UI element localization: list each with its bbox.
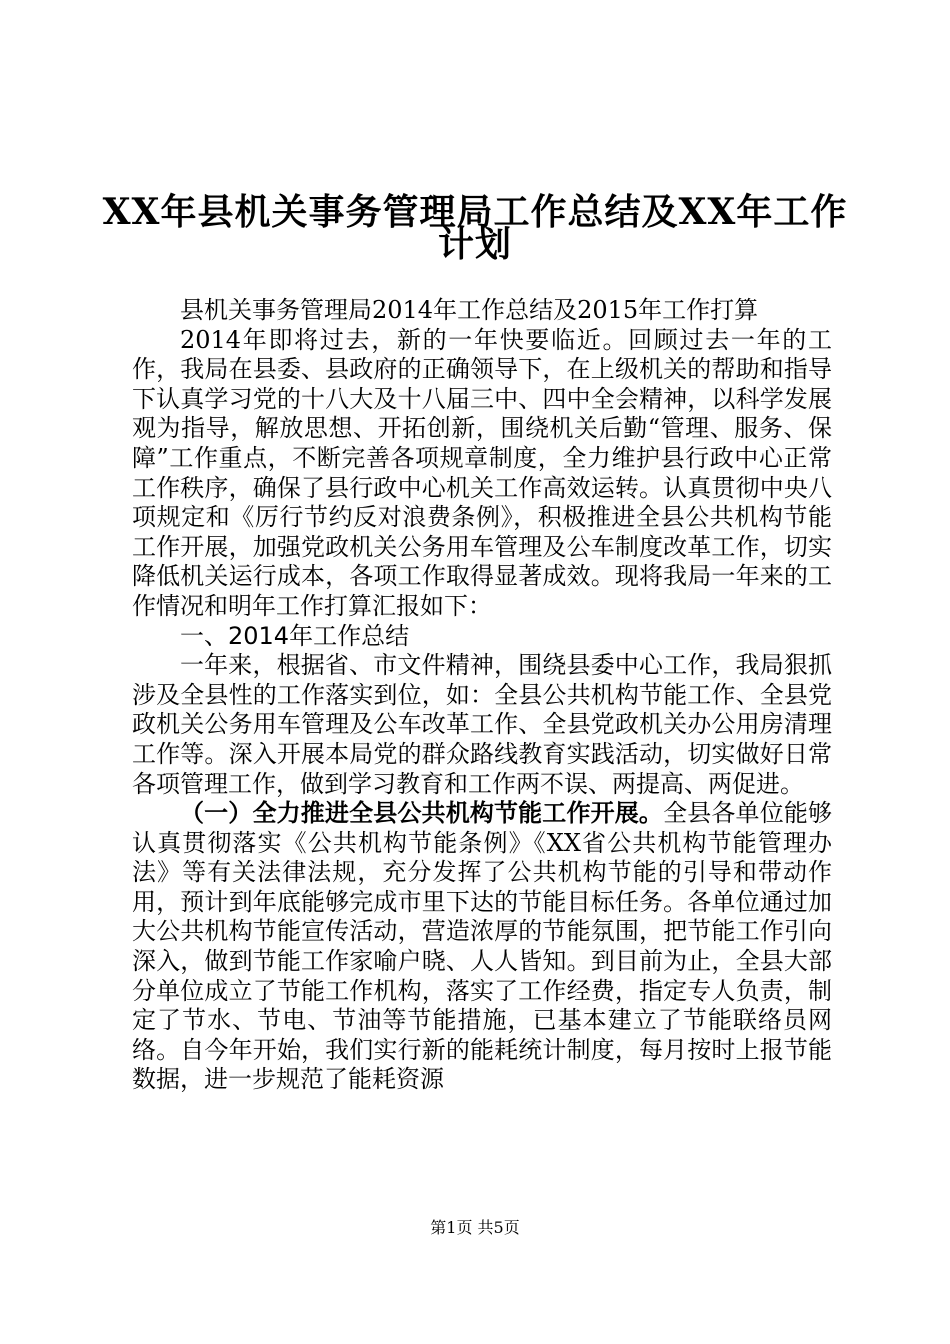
document-body [132,296,832,1095]
item-lead: （一）全力推进全县公共机构节能工作开展。 [180,799,664,828]
item-text: 全县各单位能够认真贯彻落实《公共机构节能条例》《XX省公共机构节能管理办法》等有关法律法规，充分发挥了公共机构节能的引导和带动作用，预计到年底能够完成市里下达的节能目标任务。各单位通过加大公共机构节能宣传活动，营造浓厚的节能氛围，把节能工作引向深入，做到节能工作家喻户晓、人人皆知。到目前为止，全县大部分单位成立了节能工作机构，落实了工作经费，指定专人负责，制定了节水、节电、节油等节能措施，已基本建立了节能联络员网络。自今年开始，我们实行新的能耗统计制度，每月按时上报节能数据，进一步规范了能耗资源 [132,799,833,1094]
page-number-footer: 第1页 共5页 [430,1218,520,1237]
item-paragraph [132,799,832,1095]
intro-paragraph: 2014年即将过去，新的一年快要临近。回顾过去一年的工作，我局在县委、县政府的正确领导下，在上级机关的帮助和指导下认真学习党的十八大及十八届三中、四中全会精神，以科学发展观为指导，解放思想、开拓创新，围绕机关后勤“管理、服务、保障”工作重点，不断完善各项规章制度，全力维护县行政中心正常工作秩序，确保了县行政中心机关工作高效运转。认真贯彻中央八项规定和《厉行节约反对浪费条例》，积极推进全县公共机构节能工作开展，加强党政机关公务用车管理及公车制度改革工作，切实降低机关运行成本，各项工作取得显著成效。现将我局一年来的工作情况和明年工作打算汇报如下： [132,325,832,620]
section-paragraph: 一年来，根据省、市文件精神，围绕县委中心工作，我局狠抓涉及全县性的工作落实到位，如：全县公共机构节能工作、全县党政机关公务用车管理及公车改革工作、全县党政机关办公用房清理工作等。深入开展本局党的群众路线教育实践活动，切实做好日常各项管理工作，做到学习教育和工作两不误、两提高、两促进。 [132,651,832,798]
section-heading: 一、2014年工作总结 [180,621,410,650]
document-title-line2: 计划 [437,223,512,265]
document-title-line1: XX年县机关事务管理局工作总结及XX年工作 [102,191,848,233]
document-subtitle: 县机关事务管理局2014年工作总结及2015年工作打算 [180,296,759,324]
